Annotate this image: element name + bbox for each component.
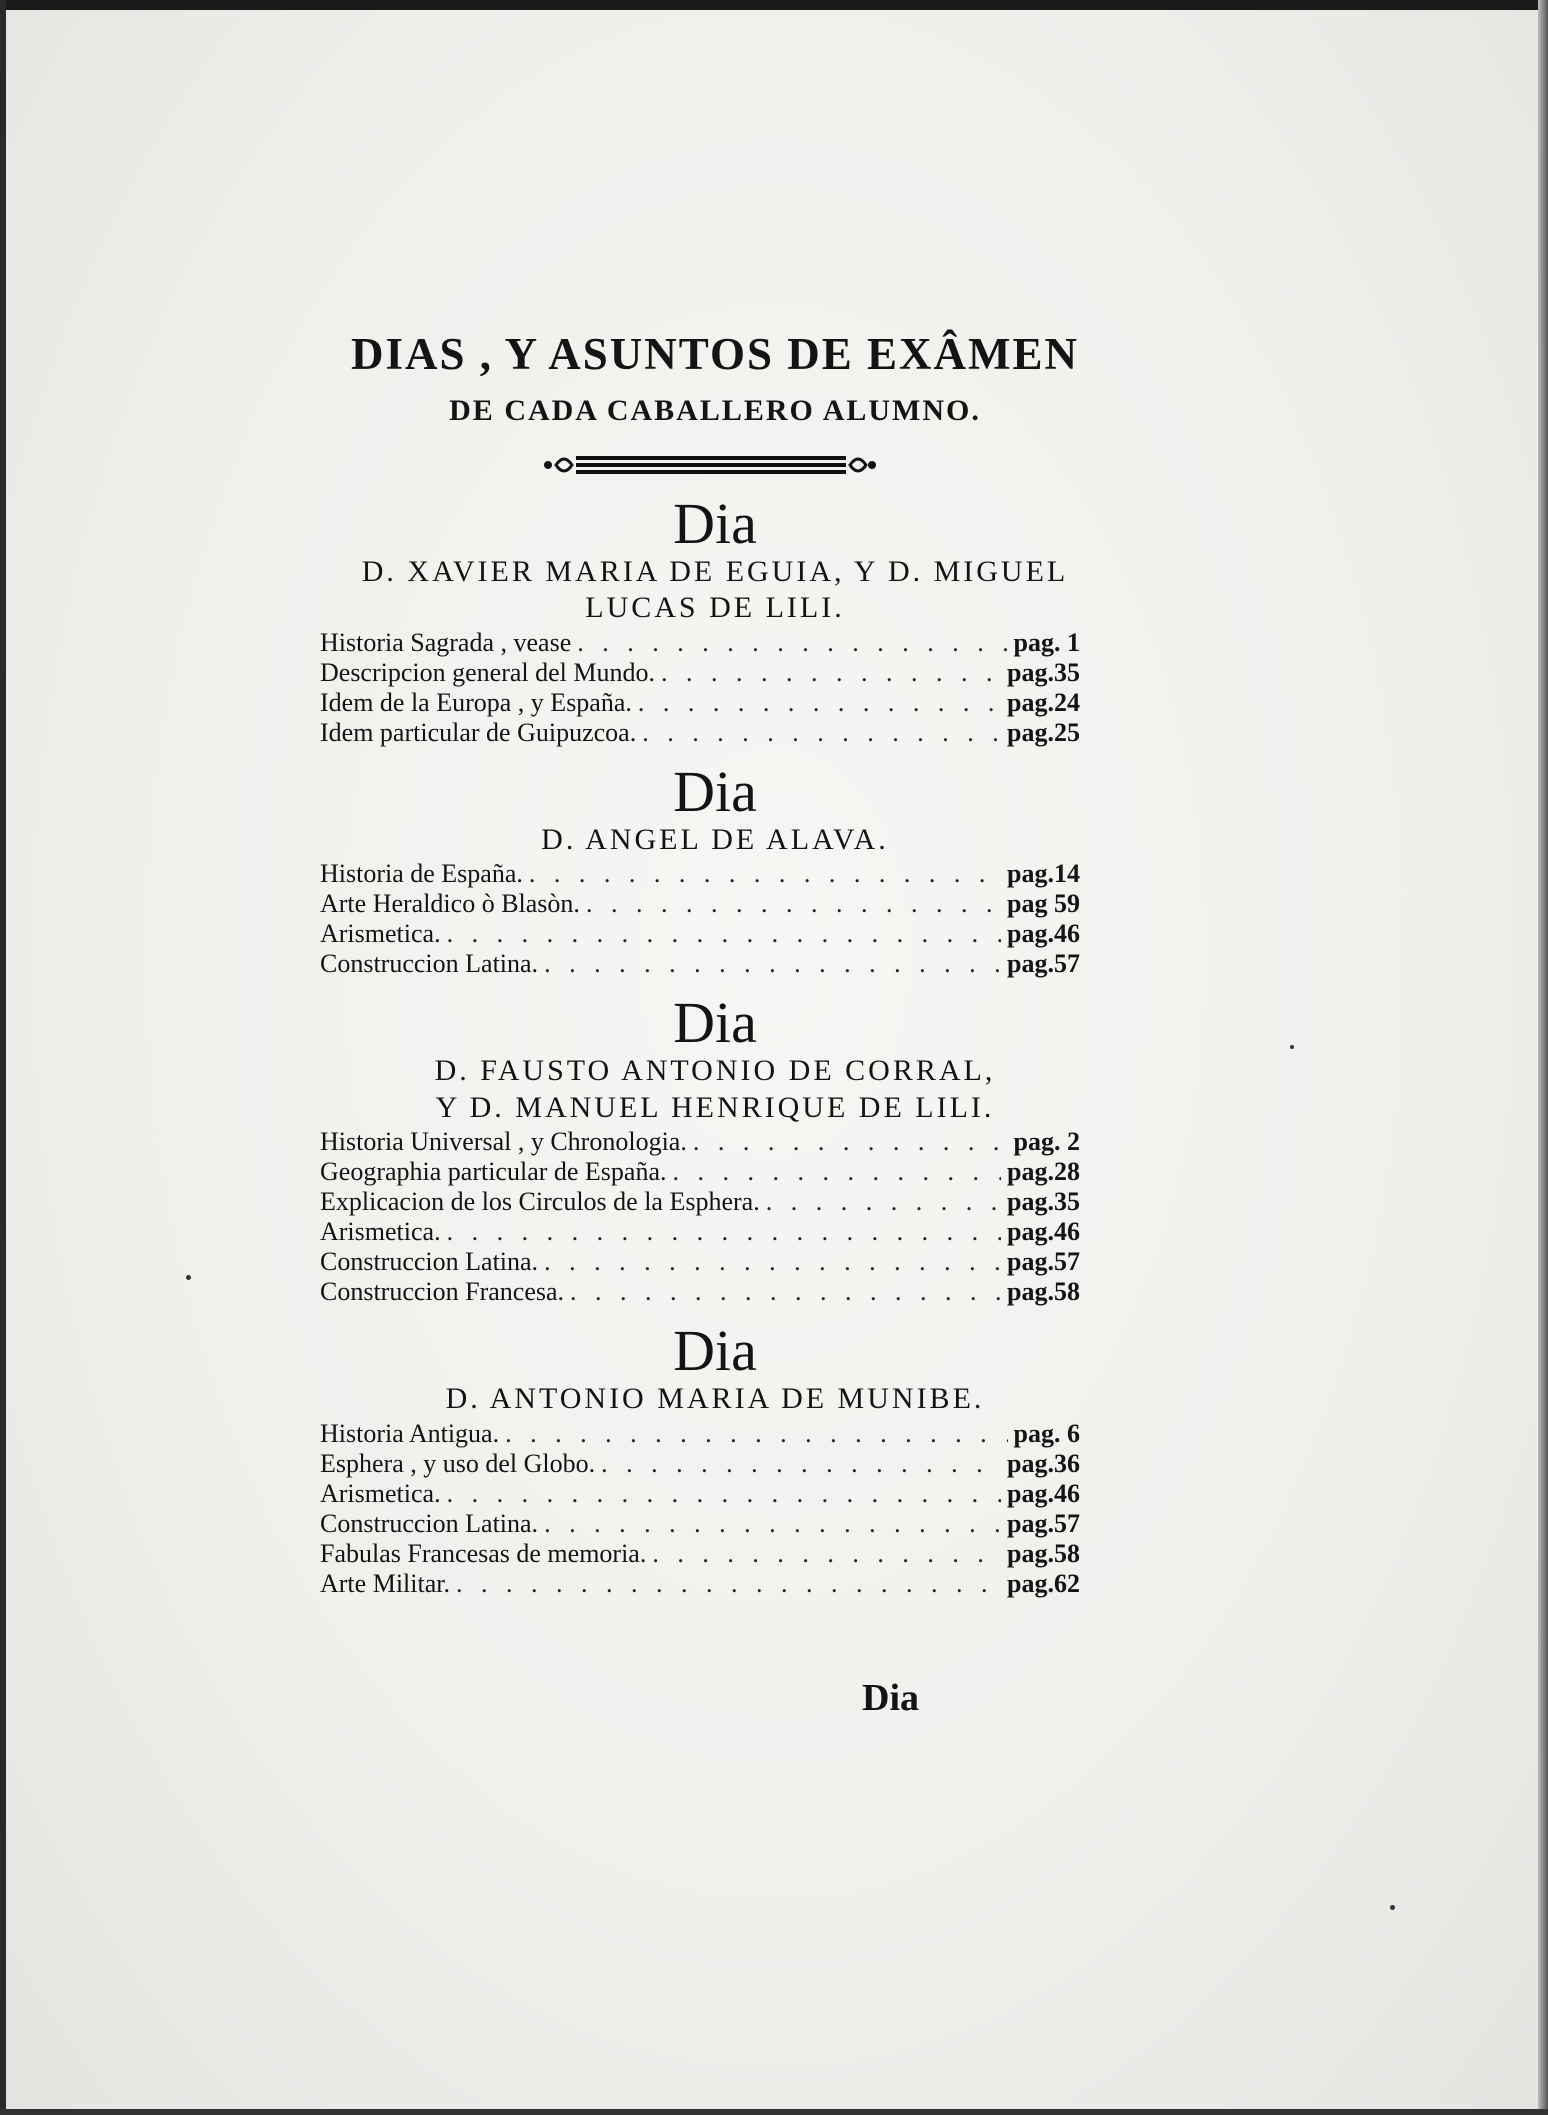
page-ref: pag. 2 — [1013, 1127, 1080, 1157]
leader-dots — [638, 688, 1001, 718]
subject-row — [320, 1157, 1080, 1187]
leader-dots — [447, 1217, 1001, 1247]
page-ref: pag.58 — [1007, 1538, 1080, 1568]
subject-row — [320, 688, 1080, 718]
subject-row — [320, 1479, 1080, 1509]
subject-row — [320, 1449, 1080, 1479]
page-ref: pag.62 — [1007, 1568, 1080, 1598]
page-ref: pag.57 — [1007, 1508, 1080, 1538]
day-section — [320, 1318, 1080, 1598]
page-ref: pag.46 — [1007, 1478, 1080, 1508]
student-names: D. FAUSTO ANTONIO DE CORRAL, — [434, 1054, 996, 1088]
subject-label: Construccion Francesa. — [320, 1277, 565, 1307]
subject-label: Construccion Latina. — [320, 1508, 539, 1538]
subject-row — [320, 1419, 1080, 1449]
leader-dots — [642, 718, 1001, 748]
leader-dots — [766, 1187, 1001, 1217]
scan-edge-left — [0, 0, 6, 2115]
paper-speck — [186, 1275, 191, 1280]
page-ref: pag.46 — [1007, 919, 1080, 949]
subject-row — [320, 949, 1080, 979]
subject-label: Construccion Latina. — [320, 1247, 539, 1277]
page-ref: pag.25 — [1007, 717, 1080, 747]
page-ref: pag.35 — [1007, 657, 1080, 687]
subject-row — [320, 859, 1080, 889]
leader-dots — [447, 919, 1001, 949]
leader-dots — [544, 949, 1001, 979]
paper-speck — [1390, 1905, 1395, 1910]
scan-edge-top — [0, 0, 1548, 10]
subject-row — [320, 889, 1080, 919]
day-heading: Dia — [673, 1318, 757, 1384]
page-title: DIAS , Y ASUNTOS DE EXÂMEN — [351, 329, 1079, 379]
day-heading: Dia — [673, 990, 757, 1056]
page-ref: pag.57 — [1007, 949, 1080, 979]
page-ref: pag.24 — [1007, 687, 1080, 717]
leader-dots — [447, 1479, 1001, 1509]
leader-dots — [456, 1569, 1001, 1599]
page-ref: pag.46 — [1007, 1217, 1080, 1247]
student-names: D. ANGEL DE ALAVA. — [541, 822, 889, 856]
subject-label: Esphera , y uso del Globo. — [320, 1448, 596, 1478]
leader-dots — [529, 859, 1001, 889]
subject-row — [320, 1127, 1080, 1157]
subject-row — [320, 919, 1080, 949]
subject-row — [320, 1187, 1080, 1217]
subject-row — [320, 1217, 1080, 1247]
leader-dots — [577, 628, 1007, 658]
subject-row — [320, 1539, 1080, 1569]
leader-dots — [652, 1539, 1001, 1569]
student-names: D. XAVIER MARIA DE EGUIA, Y D. MIGUEL — [361, 554, 1069, 588]
leader-dots — [601, 1449, 1001, 1479]
subject-label: Arte Militar. — [320, 1568, 450, 1598]
student-names: Y D. MANUEL HENRIQUE DE LILI. — [435, 1090, 995, 1124]
page-ref: pag. 6 — [1013, 1418, 1080, 1448]
page-ref: pag.57 — [1007, 1247, 1080, 1277]
day-heading: Dia — [673, 758, 757, 824]
day-section — [320, 990, 1080, 1307]
subject-row — [320, 1247, 1080, 1277]
page-ref: pag.14 — [1007, 859, 1080, 889]
leader-dots — [586, 889, 1001, 919]
page-ref: pag. 1 — [1013, 627, 1080, 657]
page-ref: pag.35 — [1007, 1187, 1080, 1217]
subject-label: Arte Heraldico ò Blasòn. — [320, 889, 580, 919]
day-section — [320, 758, 1080, 979]
subject-label: Idem particular de Guipuzcoa. — [320, 717, 637, 747]
subject-row — [320, 658, 1080, 688]
leader-dots — [505, 1419, 1007, 1449]
subject-label: Arismetica. — [320, 919, 441, 949]
subject-row — [320, 1569, 1080, 1599]
leader-dots — [544, 1509, 1001, 1539]
subject-label: Historia Sagrada , vease — [320, 627, 572, 657]
subject-label: Historia Universal , y Chronologia. — [320, 1127, 687, 1157]
paper-speck — [1290, 1045, 1294, 1049]
leader-dots — [544, 1247, 1001, 1277]
student-names: LUCAS DE LILI. — [585, 591, 845, 625]
subject-row — [320, 1277, 1080, 1307]
subject-label: Idem de la Europa , y España. — [320, 687, 632, 717]
page-ref: pag.28 — [1007, 1157, 1080, 1187]
leader-dots — [661, 658, 1001, 688]
page-ref: pag.58 — [1007, 1277, 1080, 1307]
subject-label: Geographia particular de España. — [320, 1157, 667, 1187]
subject-label: Arismetica. — [320, 1217, 441, 1247]
subject-label: Explicacion de los Circulos de la Esphera. — [320, 1187, 760, 1217]
page-subtitle: DE CADA CABALLERO ALUMNO. — [449, 394, 981, 427]
student-names: D. ANTONIO MARIA DE MUNIBE. — [445, 1382, 985, 1416]
subject-label: Fabulas Francesas de memoria. — [320, 1538, 647, 1568]
leader-dots — [693, 1127, 1008, 1157]
ornament-icon — [540, 450, 880, 480]
subject-row — [320, 628, 1080, 658]
subject-label: Construccion Latina. — [320, 949, 539, 979]
page-ref: pag.36 — [1007, 1448, 1080, 1478]
leader-dots — [570, 1277, 1001, 1307]
scan-edge-bottom — [0, 2109, 1548, 2115]
subject-label: Historia de España. — [320, 859, 523, 889]
day-section — [320, 491, 1080, 748]
subject-label: Historia Antigua. — [320, 1418, 500, 1448]
catchword: Dia — [862, 1677, 919, 1719]
day-heading: Dia — [673, 491, 757, 556]
text-block — [320, 328, 1080, 1599]
ornament-rule — [320, 450, 1080, 480]
page-ref: pag 59 — [1007, 889, 1080, 919]
scan-edge-right — [1538, 0, 1548, 2115]
subject-label: Descripcion general del Mundo. — [320, 657, 656, 687]
subject-label: Arismetica. — [320, 1478, 441, 1508]
leader-dots — [673, 1157, 1002, 1187]
subject-row — [320, 718, 1080, 748]
subject-row — [320, 1509, 1080, 1539]
